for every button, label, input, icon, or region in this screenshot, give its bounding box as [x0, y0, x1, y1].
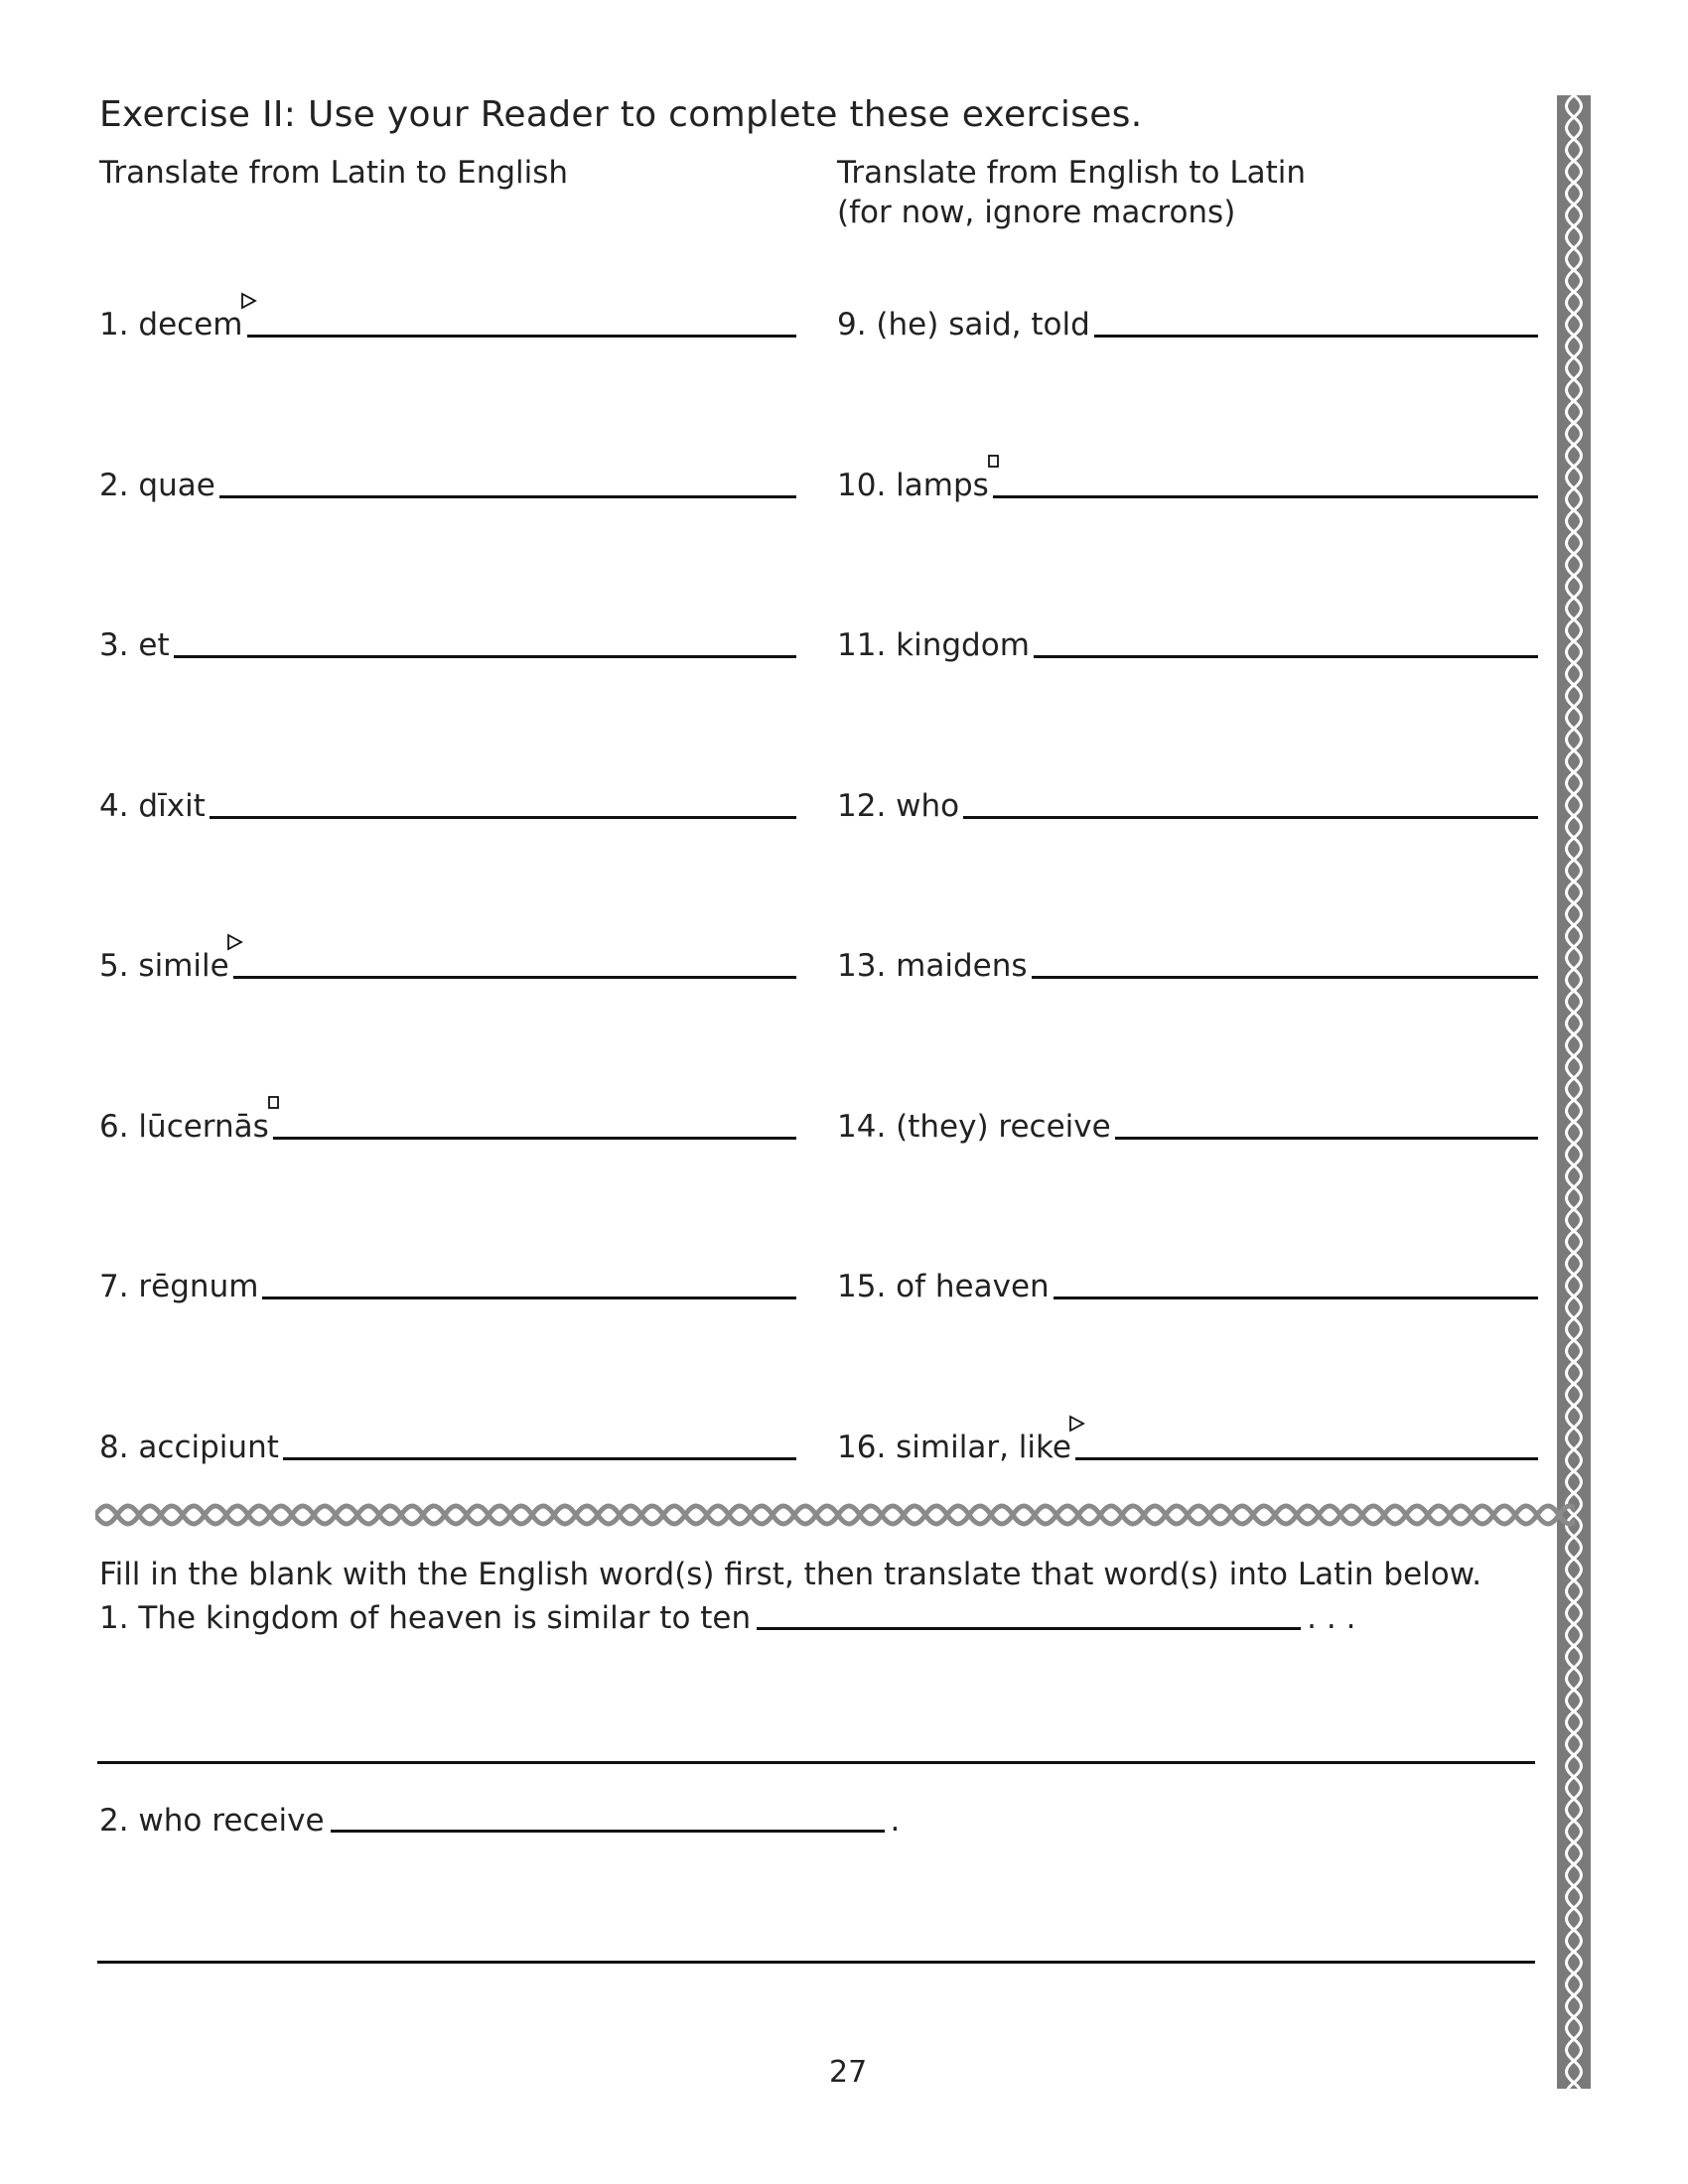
latin-answer-line[interactable]: [210, 816, 796, 819]
english-item-label: 13. maidens: [837, 948, 1028, 984]
sentence-2-text: 2. who receive: [99, 1803, 325, 1839]
latin-item-6: [99, 1100, 796, 1144]
latin-item-7: [99, 1260, 796, 1303]
english-item-label: 15. of heaven: [837, 1269, 1050, 1304]
decorative-border: [1557, 95, 1591, 2089]
latin-item-3: [99, 618, 796, 662]
english-item-7: [837, 1260, 1538, 1303]
sentence-1-blank[interactable]: [757, 1627, 1301, 1630]
triangle-mark-icon: [239, 292, 257, 310]
latin-item-4: [99, 779, 796, 823]
latin-item-8: [99, 1421, 796, 1464]
answer-line-1[interactable]: [97, 1761, 1535, 1764]
latin-item-label: 7. rēgnum: [99, 1269, 259, 1304]
latin-answer-line[interactable]: [233, 976, 796, 979]
english-answer-line[interactable]: [1032, 976, 1538, 979]
sentence-1-text: 1. The kingdom of heaven is similar to ten: [99, 1600, 752, 1636]
sentence-1-ellipsis: . . .: [1307, 1600, 1356, 1636]
fill-in-instruction: Fill in the blank with the English word(s) first, then translate that word(s) into Latin below.: [99, 1557, 1482, 1592]
english-answer-line[interactable]: [1075, 1457, 1538, 1460]
english-item-2: [837, 459, 1538, 502]
latin-answer-line[interactable]: [273, 1137, 796, 1140]
square-mark-icon: [265, 1094, 283, 1112]
latin-answer-line[interactable]: [283, 1457, 796, 1460]
latin-item-1: [99, 298, 796, 341]
english-item-label: 9. (he) said, told: [837, 307, 1090, 342]
english-item-5: [837, 939, 1538, 983]
english-answer-line[interactable]: [1054, 1297, 1538, 1299]
rope-divider: [95, 1499, 1575, 1531]
english-item-3: [837, 618, 1538, 662]
english-answer-line[interactable]: [1115, 1137, 1538, 1140]
latin-item-label: 5. simile: [99, 949, 233, 983]
english-item-label: 11. kingdom: [837, 627, 1030, 663]
right-column-title: Translate from English to Latin: [837, 155, 1307, 191]
left-column-title: Translate from Latin to English: [99, 155, 569, 191]
english-answer-line[interactable]: [993, 495, 1538, 498]
latin-item-label: 6. lūcernās: [99, 1110, 273, 1144]
english-item-label: 12. who: [837, 787, 960, 824]
english-answer-line[interactable]: [1034, 655, 1538, 658]
latin-item-5: [99, 939, 796, 983]
latin-item-label: 1. decem: [99, 308, 247, 341]
latin-item-2: [99, 459, 796, 502]
english-item-4: [837, 779, 1538, 823]
english-item-6: [837, 1100, 1538, 1144]
latin-item-label: 4. dīxit: [99, 787, 206, 824]
english-answer-line[interactable]: [1094, 335, 1538, 338]
triangle-mark-icon: [225, 933, 243, 951]
triangle-mark-icon: [1067, 1415, 1085, 1433]
fill-sentence-1: [99, 1600, 1355, 1636]
sentence-2-blank[interactable]: [331, 1830, 885, 1833]
english-item-label: 10. lamps: [837, 469, 993, 502]
english-answer-line[interactable]: [963, 816, 1538, 819]
exercise-heading: Exercise II: Use your Reader to complete these exercises.: [99, 94, 1143, 135]
left-column-header: [99, 153, 568, 193]
english-item-label: 14. (they) receive: [837, 1108, 1111, 1145]
latin-answer-line[interactable]: [247, 335, 797, 338]
english-item-8: [837, 1421, 1538, 1464]
page-number: 27: [829, 2055, 868, 2090]
latin-answer-line[interactable]: [262, 1297, 796, 1299]
latin-item-label: 3. et: [99, 627, 170, 663]
english-item-1: [837, 298, 1538, 341]
latin-answer-line[interactable]: [174, 655, 796, 658]
right-column-subtitle: (for now, ignore macrons): [837, 195, 1236, 230]
latin-item-label: 2. quae: [99, 467, 215, 503]
latin-item-label: 8. accipiunt: [99, 1429, 279, 1465]
answer-line-2[interactable]: [97, 1961, 1535, 1964]
right-column-header: [837, 153, 1306, 232]
sentence-2-period: .: [890, 1803, 901, 1839]
latin-answer-line[interactable]: [219, 495, 796, 498]
square-mark-icon: [985, 453, 1003, 471]
fill-sentence-2: [99, 1803, 900, 1839]
english-item-label: 16. similar, like: [837, 1431, 1075, 1464]
